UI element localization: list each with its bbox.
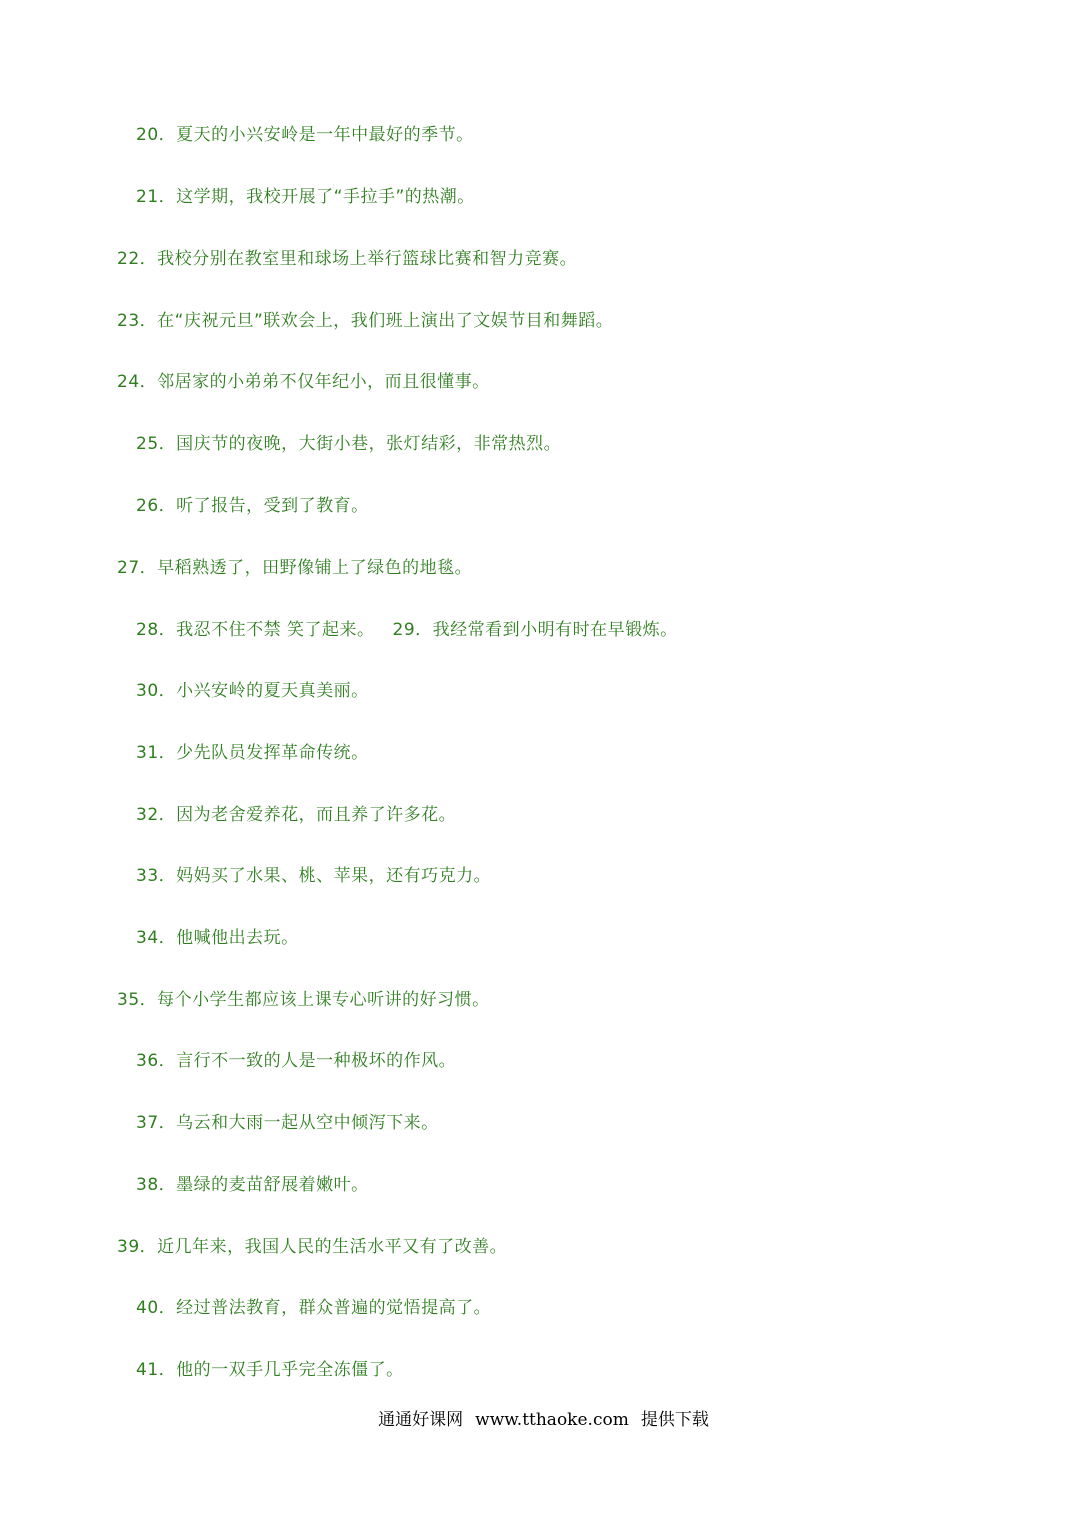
sentence-32: 32．因为老舍爱养花，而且养了许多花。 bbox=[136, 805, 457, 825]
sentence-29: 29．我经常看到小明有时在早锻炼。 bbox=[392, 620, 678, 640]
sentence-25: 25．国庆节的夜晚，大街小巷，张灯结彩，非常热烈。 bbox=[136, 434, 562, 454]
sentence-36: 36．言行不一致的人是一种极坏的作风。 bbox=[136, 1051, 457, 1071]
sentence-38: 38．墨绿的麦苗舒展着嫩叶。 bbox=[136, 1175, 369, 1195]
footer-url[interactable]: www.tthaoke.com bbox=[475, 1410, 629, 1430]
sentence-26: 26．听了报告，受到了教育。 bbox=[136, 496, 369, 516]
sentence-28: 28．我忍不住不禁 笑了起来。 bbox=[136, 620, 375, 640]
sentence-23: 23．在“庆祝元旦”联欢会上，我们班上演出了文娱节目和舞蹈。 bbox=[117, 311, 614, 331]
footer-site-name: 通通好课网 bbox=[378, 1410, 464, 1430]
sentence-40: 40．经过普法教育，群众普遍的觉悟提高了。 bbox=[136, 1298, 492, 1318]
sentence-31: 31．少先队员发挥革命传统。 bbox=[136, 743, 369, 763]
sentence-33: 33．妈妈买了水果、桃、苹果，还有巧克力。 bbox=[136, 866, 492, 886]
page-footer bbox=[0, 1409, 1087, 1431]
sentence-24: 24．邻居家的小弟弟不仅年纪小，而且很懂事。 bbox=[117, 372, 490, 392]
sentence-30: 30．小兴安岭的夏天真美丽。 bbox=[136, 681, 369, 701]
sentence-22: 22．我校分别在教室里和球场上举行篮球比赛和智力竞赛。 bbox=[117, 249, 578, 269]
sentence-28-29-line bbox=[136, 619, 678, 641]
sentence-27: 27．早稻熟透了，田野像铺上了绿色的地毯。 bbox=[117, 558, 473, 578]
sentence-34: 34．他喊他出去玩。 bbox=[136, 928, 299, 948]
sentence-39: 39．近几年来，我国人民的生活水平又有了改善。 bbox=[117, 1237, 508, 1257]
sentence-20: 20．夏天的小兴安岭是一年中最好的季节。 bbox=[136, 125, 474, 145]
sentence-41: 41．他的一双手几乎完全冻僵了。 bbox=[136, 1360, 404, 1380]
sentence-35: 35．每个小学生都应该上课专心听讲的好习惯。 bbox=[117, 990, 490, 1010]
footer-suffix: 提供下载 bbox=[640, 1410, 709, 1430]
sentence-21: 21．这学期，我校开展了“手拉手”的热潮。 bbox=[136, 187, 475, 207]
sentence-37: 37．乌云和大雨一起从空中倾泻下来。 bbox=[136, 1113, 439, 1133]
